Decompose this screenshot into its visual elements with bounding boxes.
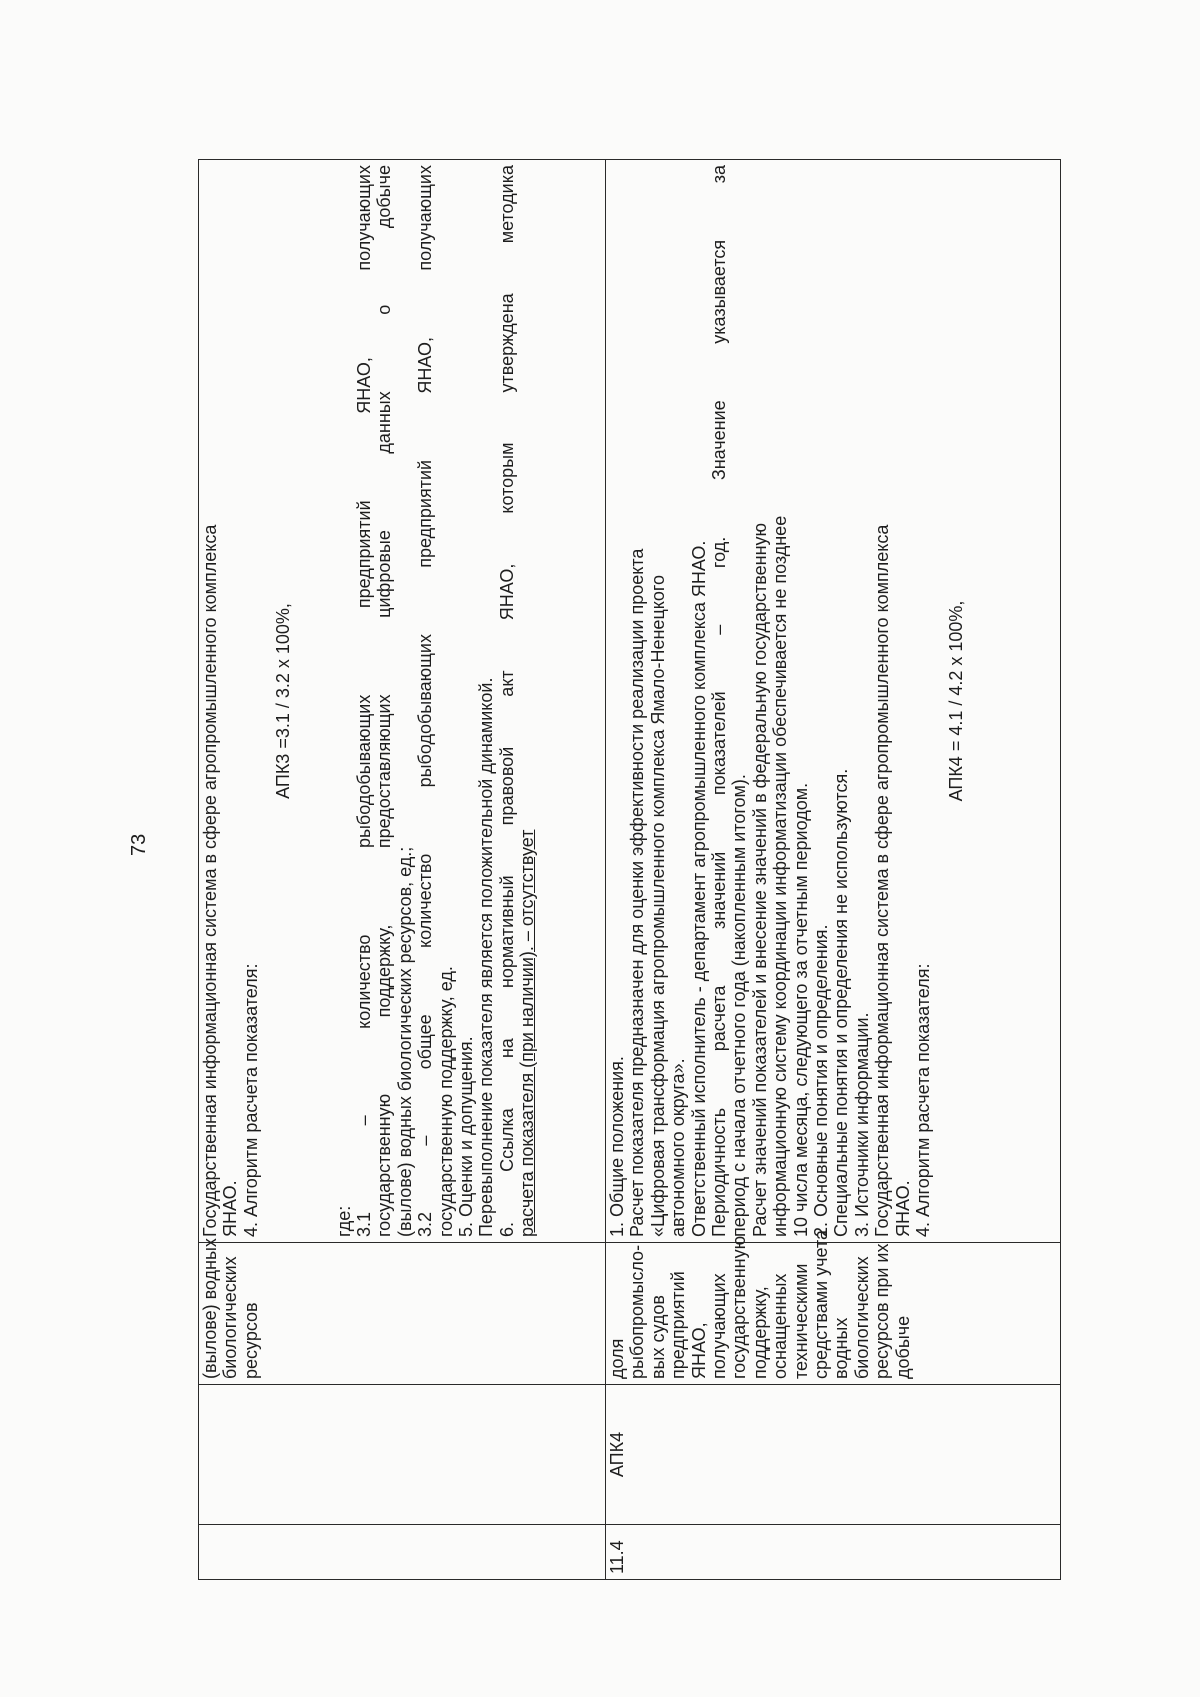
indicator-name-line: поддержку,	[749, 1286, 770, 1379]
methodology-line: Государственная информационная система в сфере агропромышленного комплекса	[200, 524, 220, 1237]
indicator-name-cell	[606, 1229, 1061, 1385]
methodology-line: автономного округа».	[668, 1058, 689, 1237]
formula-apk4: АПК4 = 4.1 / 4.2 x 100%,	[945, 600, 966, 802]
formula-apk3: АПК3 =3.1 / 3.2 x 100%,	[273, 603, 294, 799]
blank-gap	[306, 165, 334, 1237]
methodology-line: 10 числа месяца, следующего за отчетным периодом.	[790, 782, 811, 1237]
indicator-name-line: рыбопромысло-	[627, 1244, 648, 1379]
indicator-name-line: биологических	[851, 1256, 872, 1379]
methodology-line: Расчет значений показателей и внесение значений в федеральную государственную	[749, 522, 770, 1237]
indicator-name-line: добыче	[892, 1315, 913, 1379]
methodology-line: ЯНАО.	[220, 1180, 241, 1237]
methodology-cell	[199, 160, 606, 1243]
indicator-name-line: предприятий	[668, 1271, 689, 1379]
indicator-name-line: ресурсов	[240, 1302, 261, 1379]
methodology-line: «Цифровая трансформация агропромышленного комплекса Ямало-Ненецкого	[647, 574, 668, 1237]
indicator-table	[198, 159, 1061, 1580]
reference-line: расчета показателя (при наличии). – отсутствует	[517, 829, 538, 1237]
periodicity-line: Периодичность расчета значений показателей – год. Значение указывается за	[709, 165, 730, 1237]
indicator-name-line: оснащенных	[770, 1273, 791, 1379]
rotated-table-wrapper	[198, 160, 1058, 1580]
methodology-line: 4. Алгоритм расчета показателя:	[240, 963, 261, 1237]
methodology-line: 4. Алгоритм расчета показателя:	[913, 963, 934, 1237]
methodology-line: ЯНАО.	[892, 1180, 913, 1237]
table-row-apk4	[606, 160, 1061, 1580]
indicator-name-line: водных	[831, 1317, 852, 1379]
definition-line: (вылове) водных биологических ресурсов, ед.;	[394, 846, 415, 1237]
definition-line: государственную поддержку, ед.	[435, 966, 456, 1237]
methodology-line: 2. Основные понятия и определения.	[811, 924, 832, 1237]
row-number-cell	[199, 1525, 606, 1580]
assumptions-line: 5. Оценки и допущения.	[456, 1036, 477, 1237]
table-row-apk3-continued	[199, 160, 606, 1580]
indicator-name-line: ресурсов при их	[872, 1243, 893, 1379]
methodology-line: Государственная информационная система в сфере агропромышленного комплекса	[872, 524, 893, 1237]
methodology-line: 1. Общие положения.	[607, 1056, 627, 1237]
where-label: где:	[333, 1205, 354, 1237]
periodicity-line: период с начала отчетного года (накопленным итогом).	[729, 774, 750, 1237]
indicator-name-line: получающих	[709, 1273, 730, 1379]
assumptions-line: Перевыполнение показателя является положительной динамикой.	[476, 677, 497, 1237]
methodology-line: Расчет показателя предназначен для оценки эффективности реализации проекта	[627, 548, 648, 1237]
methodology-line: информационную систему координации информатизации обеспечивается не позднее	[770, 515, 791, 1237]
indicator-name-line: доля	[607, 1338, 627, 1379]
definition-line: 3.1 – количество рыбодобывающих предприятий ЯНАО, получающих	[354, 165, 375, 1237]
methodology-cell	[606, 160, 1061, 1243]
indicator-name-line: государственную	[729, 1235, 750, 1379]
definition-line: государственную поддержку, предоставляющих цифровые данных о добыче	[374, 165, 395, 1237]
methodology-line: 3. Источники информации.	[851, 1012, 872, 1237]
indicator-name-line: вых судов	[647, 1295, 668, 1379]
indicator-name-line: (вылове) водных	[200, 1238, 220, 1379]
indicator-name-line: средствами учета	[811, 1229, 832, 1379]
methodology-line: Ответственный исполнитель - департамент агропромышленного комплекса ЯНАО.	[688, 540, 709, 1237]
definition-line: 3.2 – общее количество рыбодобывающих предприятий ЯНАО, получающих	[415, 165, 436, 1237]
indicator-name-cell	[199, 1238, 606, 1385]
indicator-name-line: техническими	[790, 1263, 811, 1379]
row-number-cell: 11.4	[606, 1525, 1061, 1580]
indicator-code-cell: АПК4	[606, 1385, 1061, 1525]
indicator-code-cell	[199, 1385, 606, 1525]
page-number: 73	[128, 833, 150, 856]
indicator-name-line: биологических	[220, 1256, 241, 1379]
methodology-line: Специальные понятия и определения не используются.	[831, 768, 852, 1237]
indicator-name-line: ЯНАО,	[688, 1322, 709, 1379]
reference-line: 6. Ссылка на нормативный правовой акт ЯНАО, которым утверждена методика	[496, 165, 517, 1237]
